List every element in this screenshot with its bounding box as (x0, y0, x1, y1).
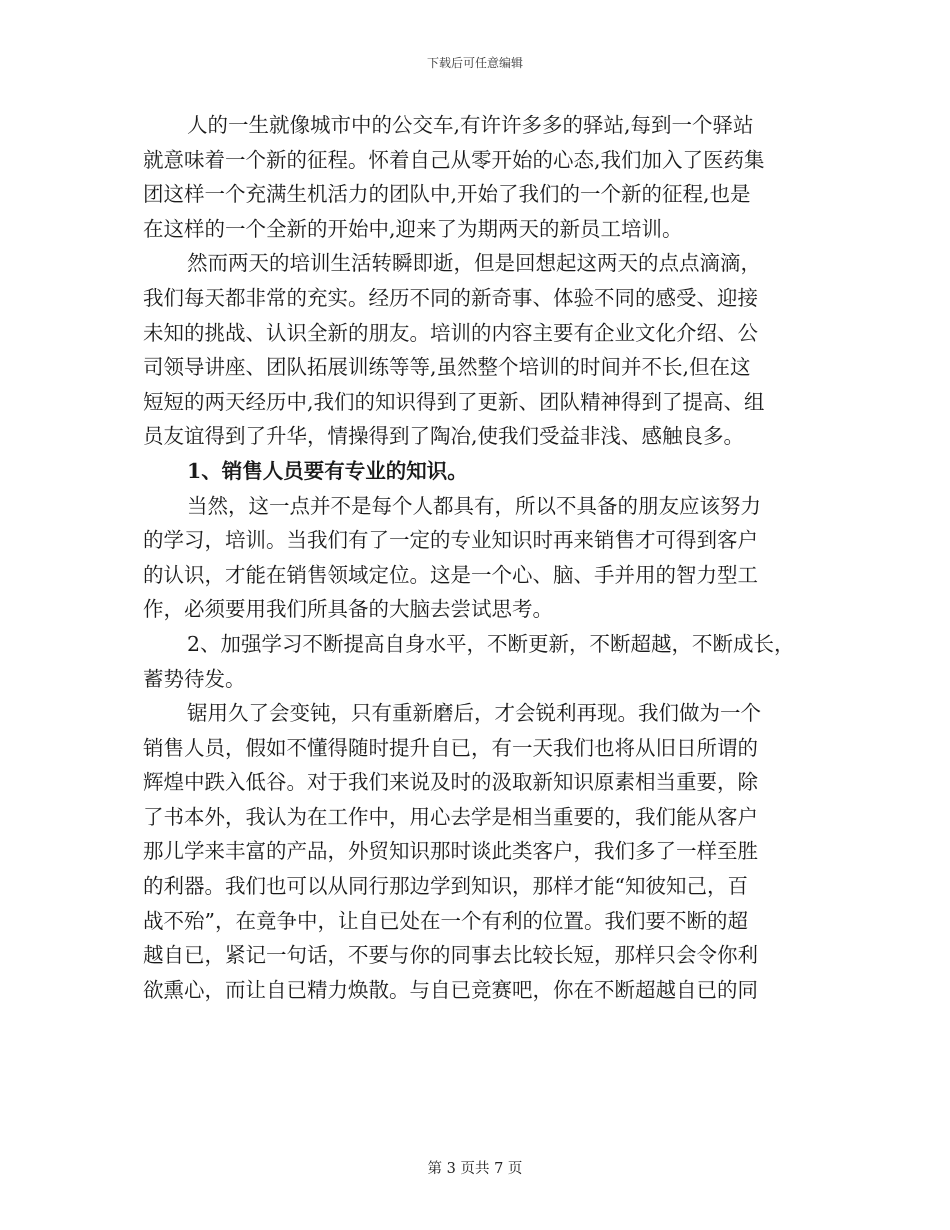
paragraph-line: 欲熏心，而让自已精力焕散。与自已竞赛吧，你在不断超越自已的同 (143, 977, 758, 1002)
paragraph-line: 团这样一个充满生机活力的团队中,开始了我们的一个新的征程,也是 (143, 182, 751, 207)
paragraph-line: 蓄势待发。 (143, 666, 246, 691)
paragraph-line: 当然，这一点并不是每个人都具有，所以不具备的朋友应该努力 (187, 493, 761, 518)
page-footer: 第 3 页共 7 页 (427, 1161, 523, 1177)
paragraph-line: 辉煌中跌入低谷。对于我们来说及时的汲取新知识原素相当重要，除 (143, 770, 758, 795)
paragraph-line: 未知的挑战、认识全新的朋友。培训的内容主要有企业文化介绍、公 (143, 320, 758, 345)
paragraph-line: 的利器。我们也可以从同行那边学到知识，那样才能“知彼知己，百 (143, 874, 748, 899)
paragraph-line: 人的一生就像城市中的公交车,有许许多多的驿站,每到一个驿站 (187, 113, 754, 137)
section-heading: 1、销售人员要有专业的知识。 (187, 458, 468, 483)
paragraph-line: 的认识，才能在销售领域定位。这是一个心、脑、手并用的智力型工 (143, 562, 758, 587)
paragraph-line: 短短的两天经历中,我们的知识得到了更新、团队精神得到了提高、组 (143, 389, 765, 414)
paragraph-line: 了书本外，我认为在工作中，用心去学是相当重要的，我们能从客户 (143, 804, 758, 829)
paragraph-line: 就意味着一个新的征程。怀着自己从零开始的心态,我们加入了医药集 (143, 147, 765, 172)
paragraph-line: 在这样的一个全新的开始中,迎来了为期两天的新员工培训。 (143, 216, 683, 241)
paragraph-line: 的学习，培训。当我们有了一定的专业知识时再来销售才可得到客户 (143, 528, 758, 553)
document-body (143, 108, 811, 1007)
paragraph-line: 2、加强学习不断提高自身水平，不断更新，不断超越，不断成长， (187, 631, 795, 656)
paragraph-line: 越自已，紧记一句话，不要与你的同事去比较长短，那样只会令你利 (143, 943, 758, 968)
paragraph-line: 那儿学来丰富的产品，外贸知识那时谈此类客户，我们多了一样至胜 (143, 839, 758, 864)
paragraph-line: 锯用久了会变钝，只有重新磨后，才会锐利再现。我们做为一个 (187, 701, 761, 726)
paragraph-line: 我们每天都非常的充实。经历不同的新奇事、体验不同的感受、迎接 (143, 285, 758, 310)
paragraph-line: 战不殆”，在竟争中，让自已处在一个有利的位置。我们要不断的超 (143, 908, 748, 933)
paragraph-line: 销售人员，假如不懂得随时提升自已，有一天我们也将从旧日所谓的 (143, 735, 758, 760)
paragraph-line: 作，必须要用我们所具备的大脑去尝试思考。 (143, 597, 553, 622)
paragraph-line: 然而两天的培训生活转瞬即逝，但是回想起这两天的点点滴滴， (187, 251, 761, 276)
paragraph-line: 司领导讲座、团队拓展训练等等,虽然整个培训的时间并不长,但在这 (143, 355, 751, 380)
page-header: 下载后可任意编辑 (426, 56, 523, 70)
paragraph-line: 员友谊得到了升华，情操得到了陶冶,使我们受益非浅、感触良多。 (143, 424, 745, 449)
